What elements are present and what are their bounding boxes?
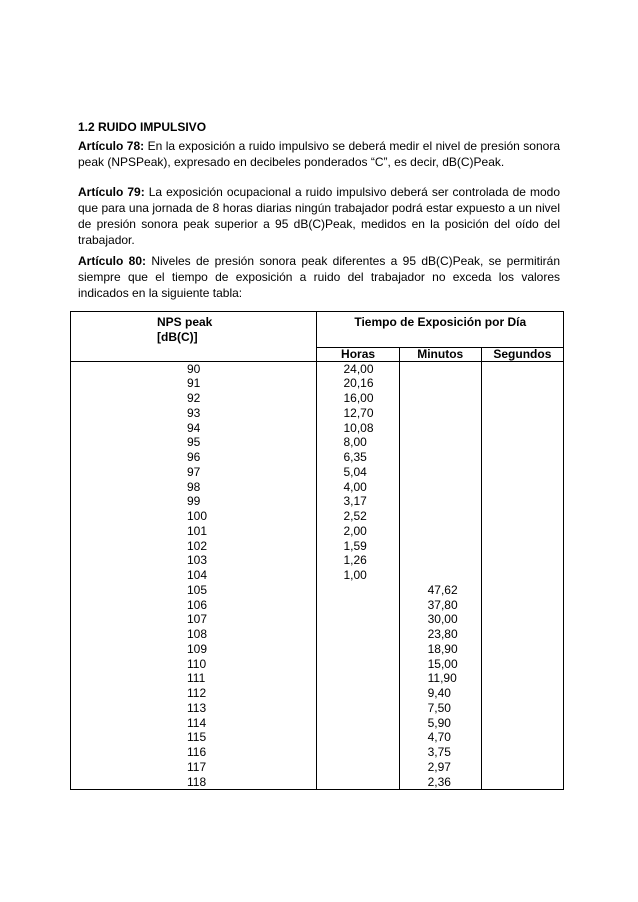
cell-horas: 10,08 <box>343 420 374 435</box>
cell-minutos <box>400 509 481 524</box>
cell-horas <box>317 745 398 760</box>
cell-minutos: 7,50 <box>427 700 451 715</box>
header-nps-line2: [dB(C)] <box>157 330 198 344</box>
article-79-text: La exposición ocupacional a ruido impulsivo deberá ser controlada de modo que para una jornada de 8 horas diarias ningún trabajador podrá estar expuesto a un nivel de presión sonora peak superior a 95 dB(C)Peak, medidos en la posición del oído del trabajador. <box>78 185 560 247</box>
cell-nps: 104 <box>187 568 208 582</box>
cell-minutos: 15,00 <box>427 656 458 671</box>
cell-minutos: 3,75 <box>427 745 451 759</box>
cell-minutos: 2,97 <box>427 759 451 774</box>
cell-nps: 100 <box>187 509 208 523</box>
cell-horas: 12,70 <box>343 405 374 420</box>
table-header-row <box>71 312 564 348</box>
cell-minutos <box>400 362 481 377</box>
cell-nps: 90 <box>187 361 201 376</box>
cell-minutos: 23,80 <box>427 627 458 641</box>
cell-nps: 115 <box>187 730 207 745</box>
cell-minutos <box>400 553 481 568</box>
cell-nps: 112 <box>187 686 207 700</box>
subheader-horas: Horas <box>317 347 399 361</box>
cell-horas: 8,00 <box>343 435 367 450</box>
cell-minutos <box>400 391 481 406</box>
subheader-blank <box>71 347 317 361</box>
subheader-segundos: Segundos <box>481 347 563 361</box>
cell-nps: 114 <box>187 715 207 730</box>
cell-minutos <box>400 568 481 583</box>
cell-horas <box>317 686 398 701</box>
header-nps-line1: NPS peak <box>157 315 213 329</box>
cell-minutos <box>400 494 481 509</box>
column-minutos <box>399 361 481 790</box>
article-79-label: Artículo 79: <box>78 185 145 199</box>
cell-minutos <box>400 421 481 436</box>
cell-nps: 103 <box>187 553 208 568</box>
cell-minutos <box>400 465 481 480</box>
cell-horas <box>317 598 398 613</box>
cell-minutos: 2,36 <box>427 774 451 789</box>
cell-horas: 3,17 <box>343 494 367 509</box>
cell-minutos: 4,70 <box>427 730 451 745</box>
cell-nps: 110 <box>187 656 207 671</box>
cell-horas: 20,16 <box>343 376 374 391</box>
cell-nps: 93 <box>187 405 201 420</box>
cell-horas <box>317 657 398 672</box>
cell-horas <box>317 775 398 790</box>
cell-horas: 1,59 <box>343 538 367 553</box>
cell-nps: 101 <box>187 523 208 538</box>
cell-horas <box>317 627 398 642</box>
article-78-text: En la exposición a ruido impulsivo se deberá medir el nivel de presión sonora peak (NPSPeak), expresado en decibeles ponderados “C”, es decir, dB(C)Peak. <box>78 139 561 169</box>
column-segundos <box>481 361 563 790</box>
article-80-label: Artículo 80: <box>78 254 146 268</box>
cell-nps: 99 <box>187 494 201 509</box>
cell-minutos: 11,90 <box>427 671 457 686</box>
cell-nps: 94 <box>187 420 201 435</box>
cell-minutos: 30,00 <box>427 612 458 627</box>
exposure-table <box>70 311 564 790</box>
article-80-text: Niveles de presión sonora peak diferentes a 95 dB(C)Peak, se permitirán siempre que el tiempo de exposición a ruido del trabajador no exceda los valores indicados en la siguiente tabla: <box>78 254 561 300</box>
cell-nps: 107 <box>187 612 208 627</box>
table-body-row <box>71 361 564 790</box>
column-horas <box>317 361 399 790</box>
cell-nps: 113 <box>187 700 207 715</box>
cell-horas <box>317 760 398 775</box>
cell-minutos <box>400 480 481 495</box>
cell-nps: 97 <box>187 464 201 479</box>
cell-horas <box>317 612 398 627</box>
table-subheader-row <box>71 347 564 361</box>
column-nps <box>71 361 317 790</box>
cell-nps: 91 <box>187 376 201 391</box>
article-79 <box>78 184 560 248</box>
cell-minutos: 47,62 <box>427 582 458 597</box>
cell-minutos <box>400 435 481 450</box>
cell-minutos: 5,90 <box>427 715 451 730</box>
cell-horas <box>317 671 398 686</box>
header-tiempo: Tiempo de Exposición por Día <box>317 312 564 348</box>
cell-horas <box>317 701 398 716</box>
cell-horas: 16,00 <box>343 391 374 405</box>
cell-horas: 24,00 <box>343 361 374 376</box>
cell-horas <box>317 730 398 745</box>
header-nps <box>71 312 317 348</box>
cell-nps: 117 <box>187 759 207 774</box>
cell-horas: 6,35 <box>343 450 367 464</box>
article-78-label: Artículo 78: <box>78 139 145 153</box>
cell-nps: 105 <box>187 582 208 597</box>
cell-horas <box>317 583 398 598</box>
cell-minutos <box>400 524 481 539</box>
cell-horas: 2,52 <box>343 509 367 523</box>
cell-horas: 2,00 <box>343 523 367 538</box>
cell-horas: 1,26 <box>343 553 367 568</box>
cell-minutos: 37,80 <box>427 597 458 612</box>
cell-horas: 1,00 <box>343 568 367 582</box>
cell-nps: 116 <box>187 745 207 759</box>
article-80 <box>78 253 560 301</box>
cell-horas: 5,04 <box>343 464 367 479</box>
cell-nps: 95 <box>187 435 201 450</box>
article-78 <box>78 138 560 170</box>
cell-nps: 109 <box>187 641 208 656</box>
cell-nps: 108 <box>187 627 208 641</box>
cell-nps: 102 <box>187 538 208 553</box>
cell-minutos <box>400 406 481 421</box>
cell-minutos <box>400 539 481 554</box>
cell-horas: 4,00 <box>343 479 367 494</box>
cell-minutos <box>400 450 481 465</box>
cell-nps: 96 <box>187 450 201 464</box>
subheader-minutos: Minutos <box>399 347 481 361</box>
cell-nps: 106 <box>187 597 208 612</box>
cell-horas <box>317 642 398 657</box>
cell-horas <box>317 716 398 731</box>
cell-nps: 98 <box>187 479 201 494</box>
cell-nps: 92 <box>187 391 201 405</box>
section-heading: 1.2 RUIDO IMPULSIVO <box>78 120 207 134</box>
cell-minutos: 9,40 <box>427 686 451 700</box>
cell-nps: 111 <box>187 671 206 686</box>
cell-nps: 118 <box>187 774 207 789</box>
cell-minutos <box>400 376 481 391</box>
cell-minutos: 18,90 <box>427 641 458 656</box>
